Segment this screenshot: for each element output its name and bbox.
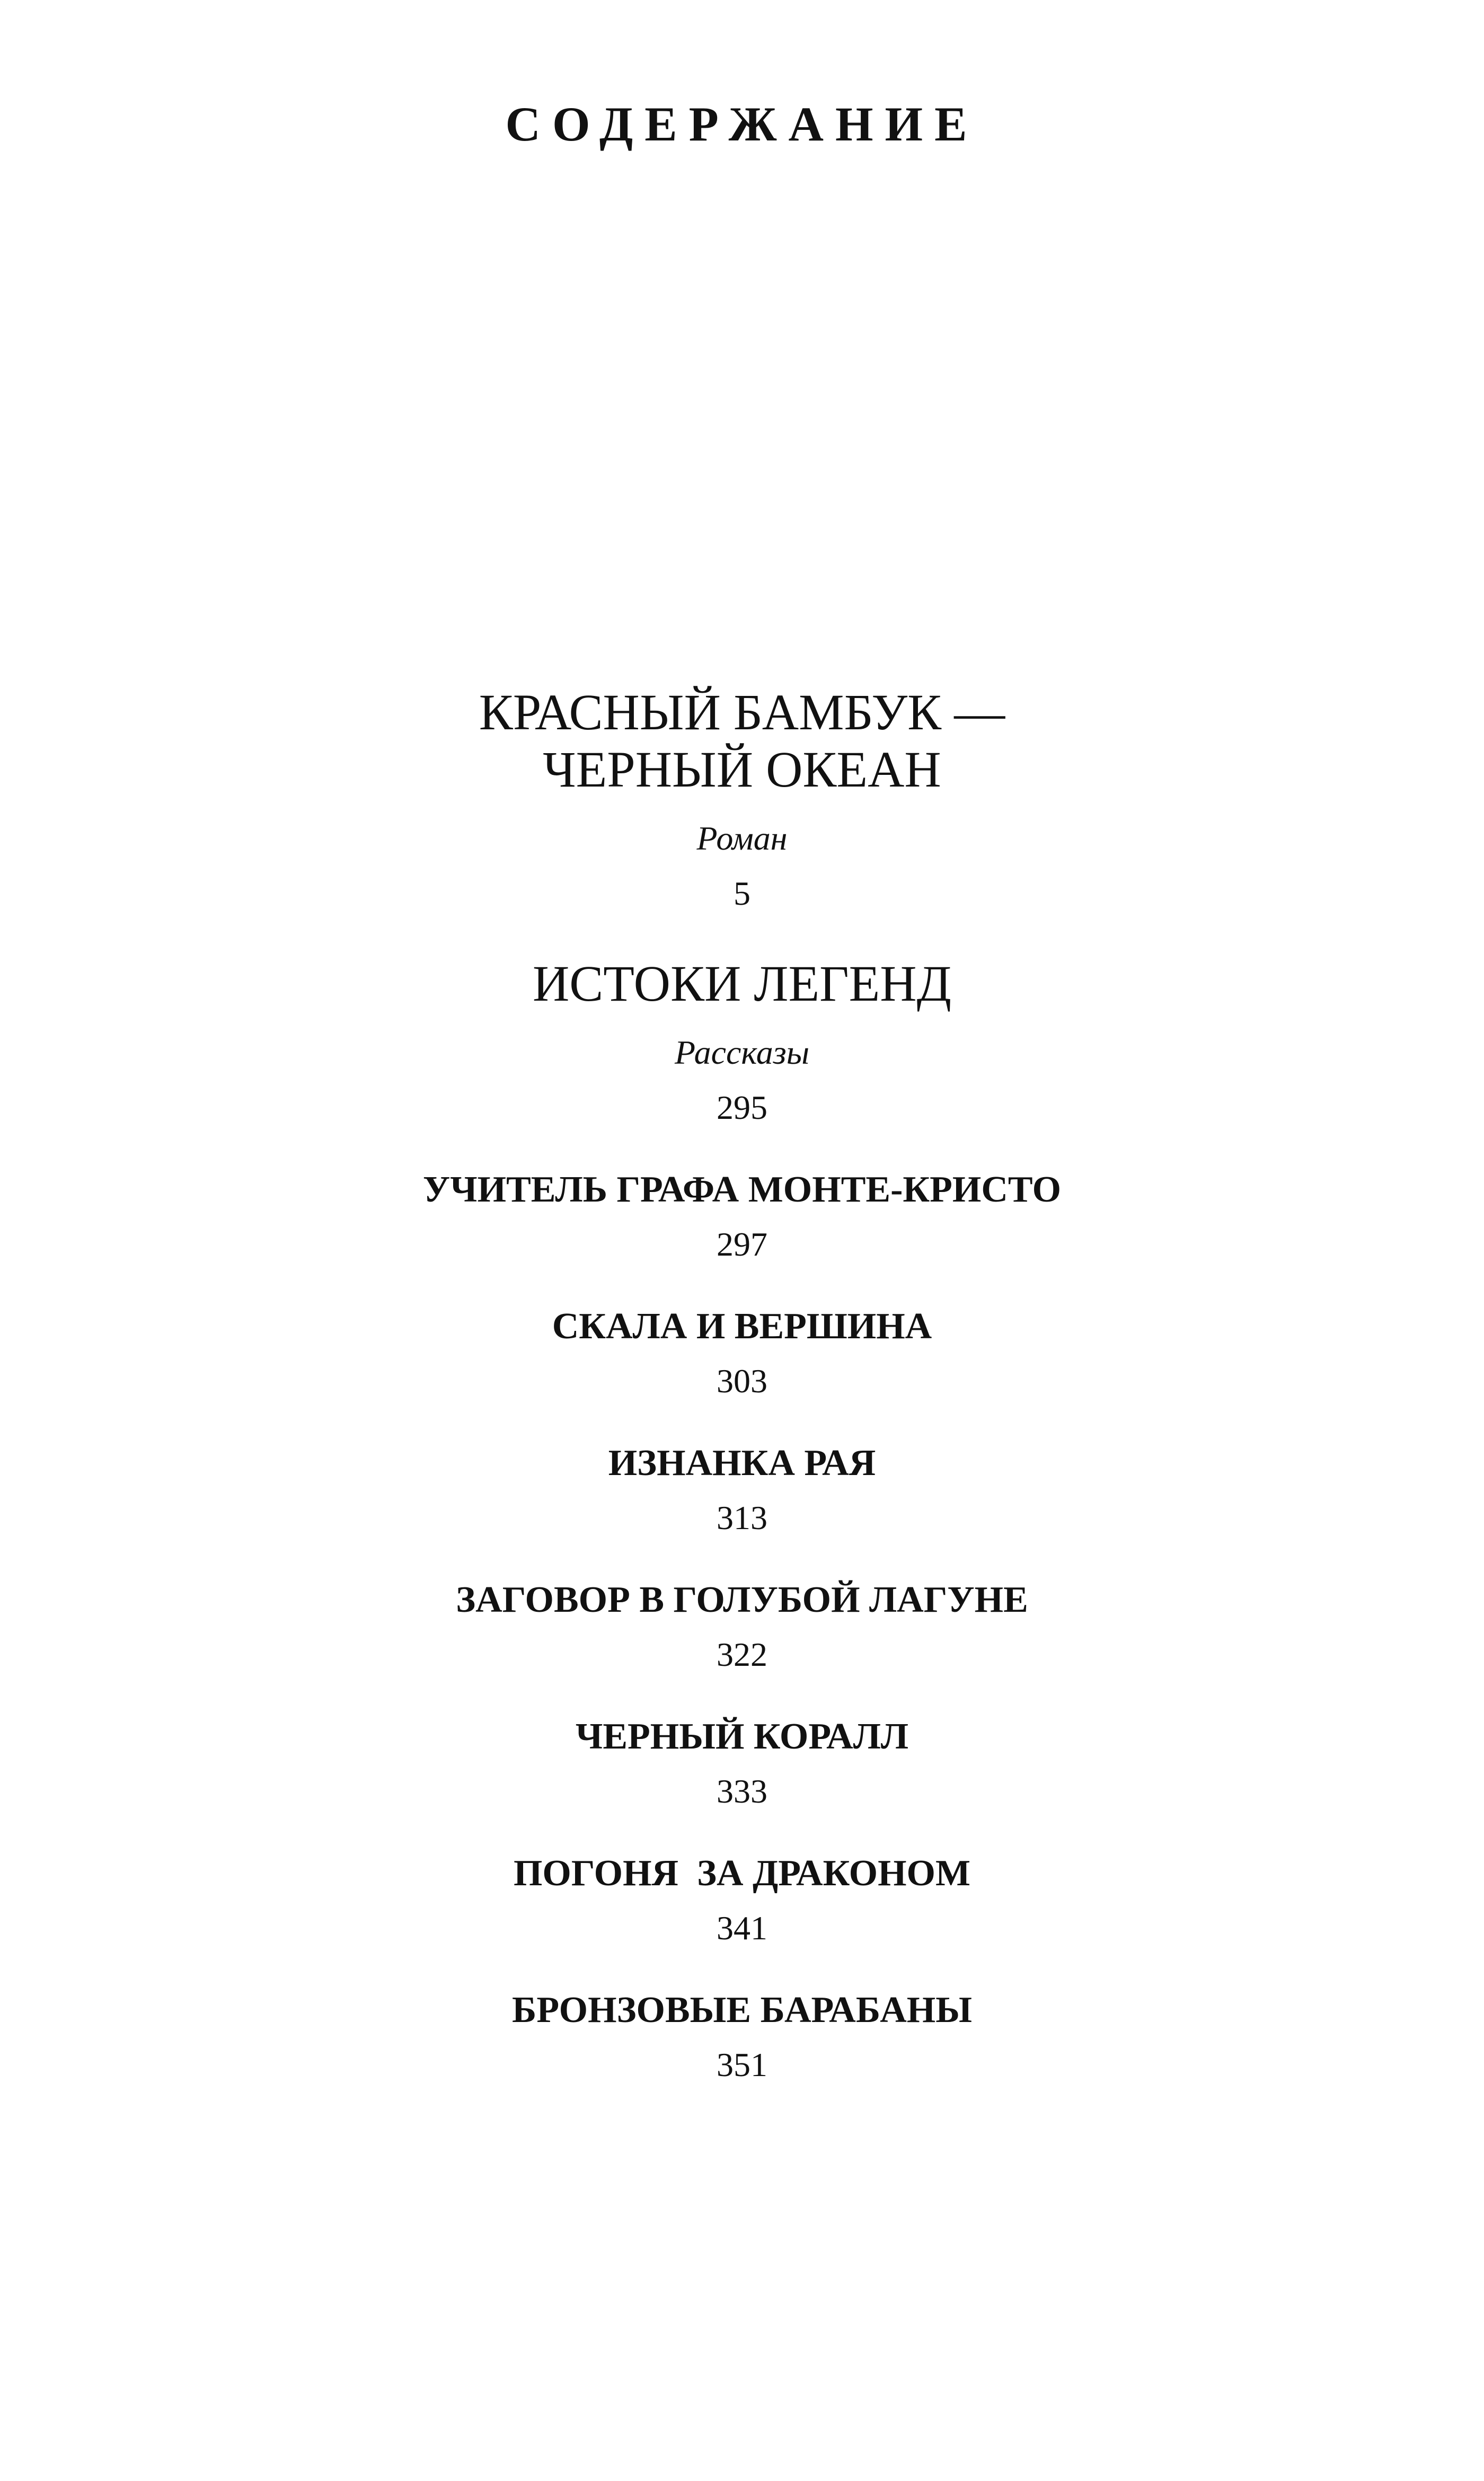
- entry-page-number: 333: [717, 1772, 767, 1810]
- part-page-number: 5: [734, 875, 750, 912]
- toc-entry: [0, 1581, 1484, 1672]
- toc-entry: [0, 1307, 1484, 1398]
- part-genre: Рассказы: [674, 1034, 810, 1071]
- part-title-line: ЧЕРНЫЙ ОКЕАН: [543, 741, 941, 798]
- toc-part-stories: [0, 955, 1484, 1125]
- entry-page-number: 313: [717, 1499, 767, 1537]
- story-list: [0, 1170, 1484, 2082]
- entry-page-number: 322: [717, 1636, 767, 1673]
- entry-title: ЧЕРНЫЙ КОРАЛЛ: [575, 1716, 909, 1757]
- part-genre: Роман: [696, 819, 788, 857]
- entry-page-number: 303: [717, 1362, 767, 1400]
- part-title: [0, 955, 1484, 1012]
- entry-title: УЧИТЕЛЬ ГРАФА МОНТЕ-КРИСТО: [422, 1169, 1062, 1210]
- toc-entry: [0, 1717, 1484, 1808]
- entry-page-number: 351: [717, 2046, 767, 2083]
- part-title: [0, 684, 1484, 798]
- entry-title: ИЗНАНКА РАЯ: [608, 1443, 876, 1484]
- toc-part-novel: [0, 684, 1484, 911]
- entry-title: БРОНЗОВЫЕ БАРАБАНЫ: [512, 1990, 972, 2030]
- part-title-line: КРАСНЫЙ БАМБУК —: [479, 684, 1005, 740]
- toc-entry: [0, 1170, 1484, 1261]
- page-title: СОДЕРЖАНИЕ: [505, 97, 979, 151]
- toc-entry: [0, 1854, 1484, 1945]
- entry-title: ПОГОНЯ ЗА ДРАКОНОМ: [513, 1853, 971, 1894]
- part-page-number: 295: [717, 1089, 767, 1126]
- toc-entry: [0, 1991, 1484, 2082]
- entry-title: ЗАГОВОР В ГОЛУБОЙ ЛАГУНЕ: [456, 1579, 1028, 1620]
- entry-title: СКАЛА И ВЕРШИНА: [552, 1306, 932, 1347]
- entry-page-number: 341: [717, 1909, 767, 1947]
- toc-entry: [0, 1444, 1484, 1535]
- entry-page-number: 297: [717, 1225, 767, 1263]
- table-of-contents: [0, 684, 1484, 2082]
- part-title-line: ИСТОКИ ЛЕГЕНД: [532, 955, 952, 1012]
